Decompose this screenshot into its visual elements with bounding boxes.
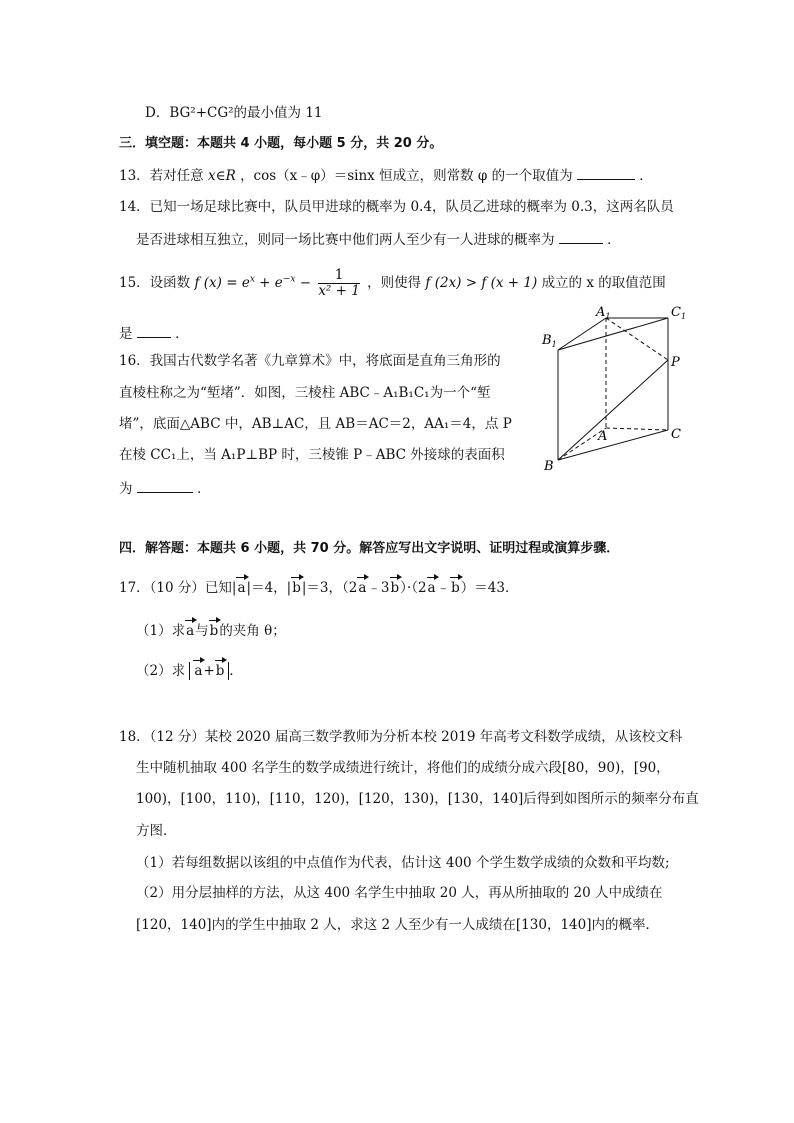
q17-vec-a3: a [427,580,436,596]
q17-mid1: |＝4，| [246,580,292,596]
q15-fraction [318,268,360,299]
q15-frac-den: x² + 1 [318,283,360,299]
q15-minus: − [295,275,312,291]
q17-vec-b3: b [451,580,460,596]
label-a1: $A_1$ [596,305,611,321]
label-c: C [671,427,681,442]
q15-func-left: f (x) = e [194,275,250,291]
q16-line1: 16．我国古代数学名著《九章算术》中，将底面是直角三角形的 [119,353,501,369]
q17-sub2-prefix: （2）求 [136,663,186,679]
q13-text-c: ，cos（x﹣φ）＝sinx 恒成立，则常数 φ 的一个取值为 [240,168,573,184]
q18-sub2b: [120，140]内的学生中抽取 2 人，求这 2 人至少有一人成绩在[130，140]内的概率． [136,917,659,933]
q13-text-end: ． [639,168,653,184]
q18-line4: 方图． [136,823,177,839]
q15-inequality: f (2x) > f (x + 1) [425,275,538,291]
prism-figure [538,300,698,480]
edge-ac-hidden [606,428,668,430]
section4-heading: 四．解答题：本题共 6 小题，共 70 分。解答应写出文字说明、证明过程或演算步骤． [119,541,620,556]
q14-line2 [136,229,621,249]
q17-sub2-vec-a: a [194,663,203,679]
q18-sub1: （1）若每组数据以该组的中点值作为代表，估计这 400 个学生数学成绩的众数和平均数; [136,855,670,871]
q17-sub2-plus: + [203,663,215,679]
q17-sub1-prefix: （1）求 [136,623,186,639]
q17-mid5: ﹣ [436,580,451,596]
segment-a1p-hidden [606,318,668,360]
q17-sub1-suffix: 的夹角 θ； [219,623,286,639]
label-b1: $B_1$ [542,333,557,349]
q15-frac-num: 1 [318,268,360,284]
q14-text-end: ． [607,232,621,248]
q16-line4: 在棱 CC₁上，当 A₁P⊥BP 时，三棱锥 P﹣ABC 外接球的表面积 [119,447,505,463]
q14-answer-blank[interactable] [559,229,603,244]
label-c1: $C_1$ [671,305,687,321]
q16-line5-text: 为 [119,481,133,497]
q18-line2: 生中随机抽取 400 名学生的数学成绩进行统计，将他们的成绩分成六段[80，90)，[90， [136,760,670,776]
q15-middle: ，则使得 [367,275,422,291]
q15-plus: + e [254,275,283,291]
q15-line1 [119,266,666,300]
q18-line3: 100)，[100，110)，[110，120)，[120，130)，[130，140]后得到如图所示的频率分布直 [136,791,699,807]
edge-a1b1 [558,318,606,350]
q13-text-a: 13．若对任意 [119,168,204,184]
q16-answer-blank[interactable] [137,478,193,493]
q17-sub1-vec-b: b [209,623,219,639]
q17-mid3: ﹣3 [367,580,390,596]
q15-text-end: ． [175,326,189,342]
q13-text-b: x∈R [207,168,236,184]
q15-line2-text: 是 [119,326,133,342]
q17-sub2-vec-b: b [215,663,225,679]
q17-sub2 [136,662,243,680]
q17-sub1-vec-a: a [186,623,195,639]
q17-mid2: |＝3，（2 [301,580,358,596]
label-b: B [544,459,554,474]
q17-vec-b1: b [292,580,301,596]
q16-line5 [119,478,211,498]
q17-mid4: ）·（2 [400,580,427,596]
q17-vec-a1: a [237,580,246,596]
q17-line1 [119,579,518,597]
q18-line1: 18．（12 分）某校 2020 届高三数学教师为分析本校 2019 年高考文科数学成绩，从该校文科 [119,729,683,745]
q17-prefix: 17．（10 分）已知| [119,580,237,596]
q15-answer-blank[interactable] [137,323,171,338]
q16-line2: 直棱柱称之为“堑堵”．如图，三棱柱 ABC﹣A₁B₁C₁为一个“堑 [119,385,491,401]
q17-mid6: ）＝43． [460,580,519,596]
q17-sub2-abs [189,662,229,680]
q12-option-d: D．BG²+CG²的最小值为 11 [145,105,323,121]
q13-answer-blank[interactable] [577,165,635,180]
label-a: A [598,429,608,444]
q15-exp2: −x [282,274,296,285]
q17-vec-b2: b [390,580,400,596]
q14-line1: 14．已知一场足球比赛中，队员甲进球的概率为 0.4，队员乙进球的概率为 0.3，这两名队员 [119,199,674,215]
q15-prefix: 15．设函数 [119,275,191,291]
q13 [119,165,653,185]
q17-sub1 [136,622,286,640]
q15-exp1: x [249,274,255,285]
q16-text-end: ． [197,481,211,497]
q17-vec-a2: a [358,580,367,596]
q17-sub2-suffix: ． [229,663,243,679]
label-p: P [671,355,680,370]
q17-sub1-mid: 与 [195,623,209,639]
section3-heading: 三．填空题：本题共 4 小题，每小题 5 分，共 20 分。 [119,136,443,151]
q15-line2 [119,323,189,343]
q18-sub2a: （2）用分层抽样的方法，从这 400 名学生中抽取 20 人，再从所抽取的 20 人中成绩在 [136,885,663,901]
q14-line2-text: 是否进球相互独立，则同一场比赛中他们两人至少有一人进球的概率为 [136,232,555,248]
q16-line3: 堵”，底面△ABC 中，AB⊥AC，且 AB＝AC＝2，AA₁＝4，点 P [119,416,512,432]
q15-suffix: 成立的 x 的取值范围 [541,275,666,291]
